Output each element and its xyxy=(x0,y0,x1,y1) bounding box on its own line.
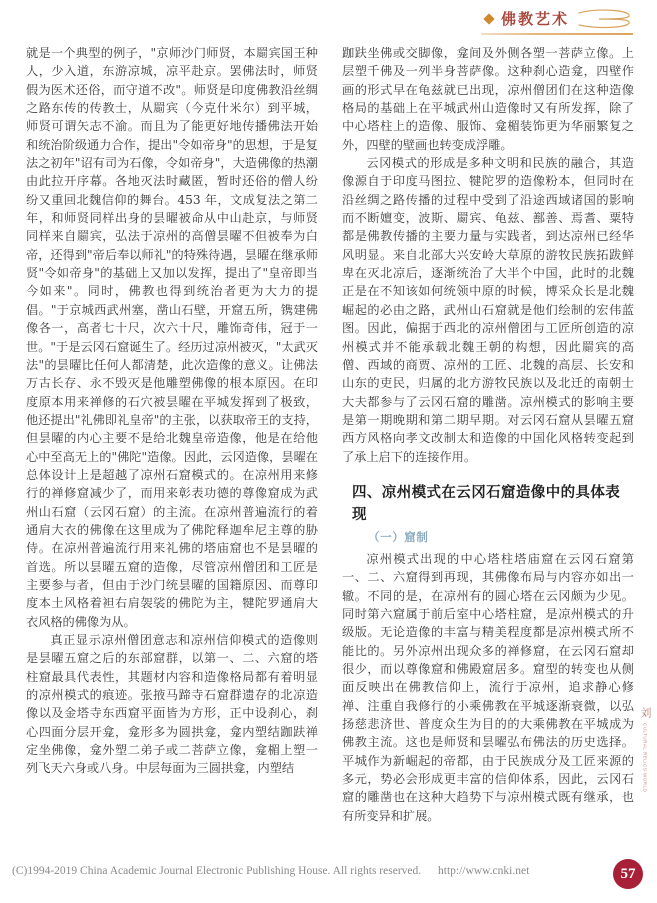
page-number-badge: 57 xyxy=(613,859,643,889)
section-heading: 四、凉州模式在云冈石窟造像中的具体表现 xyxy=(352,484,621,523)
footer-copyright-line xyxy=(12,865,529,877)
page-running-header xyxy=(0,0,657,42)
article-body xyxy=(26,44,634,852)
header-title-group xyxy=(485,8,633,29)
left-column xyxy=(26,44,318,852)
paragraph: 真正显示凉州僧团意志和凉州信仰模式的造像则是昙曜五窟之后的东部窟群，以第一、二、六窟的塔柱窟最具代表性，其题材内容和造像格局都有着明显的凉州模式的痕迹。张掖马蹄寺石窟群遗存的北凉造像以及金塔寺东西窟平面皆为方形，正中设刹心，刹心四面分层开龛，龛形多为圆拱龛，龛内塑结跏趺禅定坐佛像，龛外塑二弟子或二菩萨立像，龛楣上塑一列飞天六身或八身。中层每面为三圆拱龛，内塑结 xyxy=(26,633,318,776)
header-title: 佛教艺术 xyxy=(500,10,569,28)
paragraph: 凉州模式出现的中心塔柱塔庙窟在云冈石窟第一、二、六窟得到再现，其佛像布局与内容亦如出一辙。不同的是，在凉州有的圆心塔在云冈颇为少见。同时第六窟属于前后室中心塔柱窟，是凉州模式的升级版。无论造像的丰富与精美程度都是凉州模式所不能比的。另外凉州出现众多的禅修窟，在云冈石窟却很少，而以尊像窟和佛殿窟居多。窟型的转变也从侧面反映出在佛教信仰上，流行于凉州，追求静心修禅、注重自我修行的小乘佛教在平城逐渐衰微，以弘扬慈悲济世、普度众生为目的的大乘佛教在平城成为佛教主流。这也是师贤和昙曜弘布佛法的历史选择。平城作为新崛起的帝都，由于民族成分及工匠来源的多元，势必会形成更丰富的信仰体系，因此，云冈石窟的雕凿也在这种大趋势下与凉州模式既有继承，也有所变异和扩展。 xyxy=(342,551,634,823)
copyright-text: (C)1994-2019 China Academic Journal Electronic Publishing House. All rights reserved. xyxy=(12,865,422,877)
side-vertical-watermark xyxy=(637,707,653,857)
swirl-flourish-icon xyxy=(575,9,633,29)
page-footer xyxy=(0,853,657,903)
side-watermark-en: CULTURAL RELICS WORLD xyxy=(642,723,648,793)
header-underline-rule xyxy=(481,33,633,35)
cnki-url[interactable]: http://www.cnki.net xyxy=(438,865,530,877)
sub-heading: （一）窟制 xyxy=(368,529,429,544)
paragraph: 跏趺坐佛或交脚像，龛间及外侧各塑一菩萨立像。上层塑千佛及一列半身菩萨像。这种刹心造龛，四壁作画的形式早在龟兹就已出现，凉州僧团们在这种造像格局的基础上在平城武州山造像时又有所发挥，除了中心塔柱上的造像、服饰、龛楣装饰更为华丽繁复之外，四壁的壁画也转变成浮雕。 xyxy=(342,46,634,152)
side-watermark-cn: 刘 xyxy=(639,707,652,719)
paragraph: 云冈模式的形成是多种文明和民族的融合，其造像源自于印度马图拉、犍陀罗的造像粉本，但同时在沿丝绸之路传播的过程中受到了沿途西域诸国的影响而不断嬗变，波斯、罽宾、龟兹、鄯善、焉耆、粟特都是佛教传播的主要力量与实践者，到达凉州已经华风明显。来自北部大兴安岭大草原的游牧民族拓跋鲜卑在灭北凉后，逐渐统治了大半个中国，此时的北魏正是在不知该如何统领中原的时候，博采众长是北魏崛起的必由之路，武州山石窟就是他们绘制的宏伟蓝图。因此，偏据于西北的凉州僧团与工匠所创造的凉州模式并不能承载北魏王朝的构想，因此罽宾的高僧、西域的商贾、凉州的工匠、北魏的高层、长安和山东的吏民，归属的北方游牧民族以及北迁的南朝士大夫都参与了云冈石窟的雕凿。凉州模式的影响主要是第一期晚期和第二期早期。对云冈石窟从昙曜五窟西方风格向孝文改制太和造像的中国化风格转变起到了承上启下的连接作用。 xyxy=(342,156,634,464)
paragraph: 就是一个典型的例子，"京师沙门师贤，本罽宾国王种人，少入道，东游凉城，凉平赴京。罢佛法时，师贤假为医术还俗，而守道不改"。师贤是印度佛教沿丝绸之路东传的传教士，从罽宾（今克什米尔）到平城，师贤可谓矢志不渝。而且为了能更好地传播佛法开始和统治阶级通力合作，提出"令如帝身"的思想，于是复法之初年"诏有司为石像，令如帝身"，大造佛像的热潮由此拉开序幕。各地灭法时藏匿，暂时还俗的僧人纷纷又重回北魏信仰的舞台。453 年，文成复法之第二年，和师贤同样出身的昙曜被命从中山赴京，与师贤同样来自罽宾，弘法于凉州的高僧昙曜不但被奉为白帝，还得到"帝后奉以师礼"的特殊待遇，昙曜在继承师贤"令如帝身"的基础上又加以发挥，提出了"皇帝即当今如来"。同时，佛教也得到统治者更为大力的提倡。"于京城西武州塞，凿山石壁，开窟五所，镌建佛像各一，高者七十尺，次六十尺，雕饰奇伟，冠于一世。"于是云冈石窟诞生了。经历过凉州被灭，"太武灭法"的昙曜比任何人都清楚，此次造像的意义。让佛法万古长存、永不毁灭是他雕塑佛像的根本原因。在印度原本用来禅修的石穴被昙曜在平城发挥到了极致，他还提出"礼佛即礼皇帝"的主张，以获取帝王的支持，但昙曜的内心主要不是给北魏皇帝造像，他是在给他心中至高无上的"佛陀"造像。因此，云冈造像，昙曜在总体设计上是超越了凉州石窟模式的。在凉州用来修行的禅修窟减少了，而用来彰表功德的尊像窟成为武州山石窟（云冈石窟）的主流。在凉州普遍流行的着通肩大衣的佛像在这里成为了佛陀释迦牟尼主尊的胁侍。在凉州普遍流行用来礼佛的塔庙窟也不是昙曜的首选。所以昙曜五窟的造像，尽管凉州僧团和工匠是主要参与者，但由于沙门统昙曜的国籍原因、而尊印度本土风格着袒右肩袈裟的佛陀为主，犍陀罗通肩大衣风格的佛像为从。 xyxy=(26,46,318,629)
right-column xyxy=(342,44,634,852)
diamond-bullet-icon xyxy=(483,13,494,24)
